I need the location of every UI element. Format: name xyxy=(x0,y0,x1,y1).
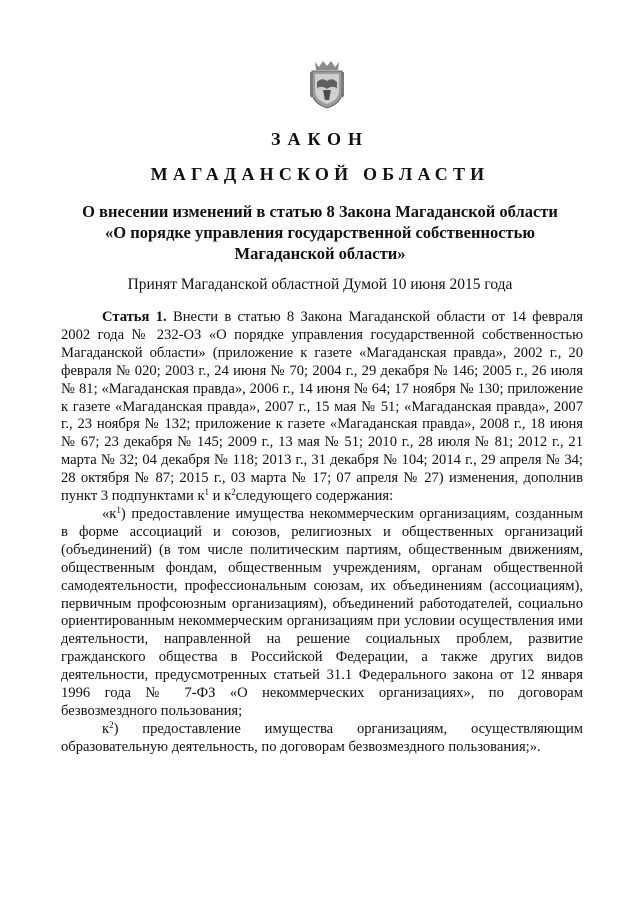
law-title: ЗАКОН xyxy=(270,129,370,149)
law-subject-line: Магаданской области» xyxy=(234,244,406,263)
law-subject-line: О внесении изменений в статью 8 Закона Магаданской области xyxy=(82,202,558,221)
subitem-text: ) предоставление имущества некоммерческим организациям, созданным в форме ассоциаций и союзов, религиозных и общественных организаций (объединений) (в том числе политическим партиям, общественным движениям, общественным фондам, общественным учреждениям, органам общественной самодеятельности, профессиональным союзам, их объединениям (ассоциациям), первичным профсоюзным организациям), объединений работодателей, социально ориентированным некоммерческим организациям при условии осуществления ими деятельности, направленной на решение социальных проблем, развитие гражданского общества в Российской Федерации, а также других видов деятельности, предусмотренных статьей 31.1 Федерального закона от 12 января 1996 года № 7-ФЗ «О некоммерческих организациях», по договорам безвозмездного пользования; xyxy=(61,505,583,719)
superscript: 1 xyxy=(116,504,121,515)
law-subject-line: «О порядке управления государственной собственностью xyxy=(105,223,535,242)
adoption-note: Принят Магаданской областной Думой 10 июня 2015 года xyxy=(127,276,513,293)
law-region-title: МАГАДАНСКОЙ ОБЛАСТИ xyxy=(150,164,490,184)
coat-of-arms-icon xyxy=(307,58,347,110)
article-1-paragraph xyxy=(61,309,583,506)
subitem-k2 xyxy=(61,721,583,757)
article-1-intro: Внести в статью 8 Закона Магаданской области от 14 февраля 2002 года № 232-ОЗ «О порядке управления государственной собственностью Магаданской области» (приложение к газете «Магаданская правда», 2002 г., 20 февраля № 020; 2003 г., 24 июня № 70; 2004 г., 29 декабря № 146; 2005 г., 26 июля № 81; «Магаданская правда», 2006 г., 14 июня № 64; 17 ноября № 130; приложение к газете «Магаданская правда», 2007 г., 15 мая № 51; «Магаданская правда», 2007 г., 23 ноября № 132; приложение к газете «Магаданская правда», 2008 г., 18 июня № 67; 23 декабря № 145; 2009 г., 13 мая № 51; 2010 г., 28 июля № 81; 2012 г., 21 марта № 32; 04 декабря № 118; 2013 г., 31 декабря № 104; 2014 г., 29 апреля № 34; 28 октября № 87; 2015 г., 03 марта № 17; 07 апреля № 27) изменения, дополнив пункт 3 подпунктами к xyxy=(61,309,583,505)
law-subject xyxy=(60,201,580,264)
subitem-prefix: «к xyxy=(102,505,117,522)
article-label: Статья 1. xyxy=(102,309,167,325)
subitem-k1 xyxy=(61,506,583,721)
superscript: 2 xyxy=(109,719,114,730)
subitem-text: ) предоставление имущества организациям, осуществляющим образовательную деятельность, по договорам безвозмездного пользования;». xyxy=(61,720,583,755)
law-body xyxy=(61,309,583,757)
subitem-prefix: к xyxy=(102,720,110,737)
superscript: 1 xyxy=(204,487,210,498)
superscript: 2 xyxy=(231,487,236,498)
article-1-intro-end: следующего содержания: xyxy=(235,488,394,505)
article-1-intro-mid: и к xyxy=(209,488,232,505)
